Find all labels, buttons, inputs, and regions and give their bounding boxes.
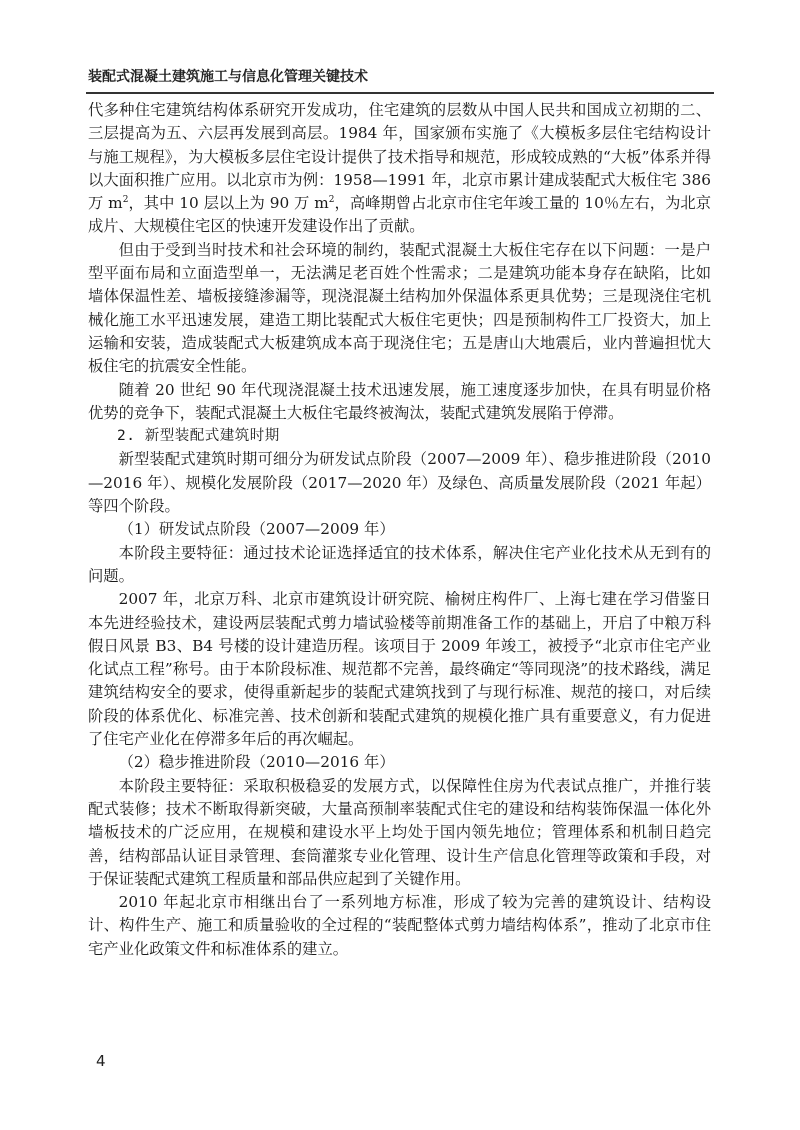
superscript: 2 (122, 195, 129, 206)
superscript: 2 (328, 195, 335, 206)
paragraph: 随着 20 世纪 90 年代现浇混凝土技术迅速发展，施工速度逐步加快，在具有明显价格优势的竞争下，装配式混凝土大板住宅最终被淘汰，装配式建筑发展陷于停滞。 (88, 380, 711, 422)
paragraph: 但由于受到当时技术和社会环境的制约，装配式混凝土大板住宅存在以下问题：一是户型平面布局和立面造型单一，无法满足老百姓个性需求；二是建筑功能本身存在缺陷，比如墙体保温性差、墙板接缝渗漏等，现浇混凝土结构加外保温体系更具优势；三是现浇住宅机械化施工水平迅速发展，建造工期比装配式大板住宅更快；四是预制构件工厂投资大，加上运输和安装，造成装配式大板建筑成本高于现浇住宅；五是唐山大地震后，业内普遍担忧大板住宅的抗震安全性能。 (88, 240, 711, 376)
section-heading: 2. 新型装配式建筑时期 (117, 428, 280, 445)
paragraph-text: 代多种住宅建筑结构体系研究开发成功，住宅建筑的层数从中国人民共和国成立初期的二、三层提高为五、六层再发展到高层。1984 年，国家颁布实施了《大模板多层住宅结构设计与施工规程》，为大模板多层住宅设计提供了技术指导和规范，形成较成熟的“大板”体系并得以大面积推广应用。以北京市为例：1958—1991 年，北京市累计建成装配式大板住宅 386 万 m (88, 101, 711, 213)
subheading: （1）研发试点阶段（2007—2009 年） (118, 520, 395, 539)
paragraph: 本阶段主要特征：通过技术论证选择适宜的技术体系，解决住宅产业化技术从无到有的问题。 (88, 543, 711, 585)
paragraph-text: ，其中 10 层以上为 90 万 m (128, 194, 329, 213)
page-number: 4 (96, 1052, 106, 1070)
page-body (88, 99, 711, 961)
paragraph: 新型装配式建筑时期可细分为研发试点阶段（2007—2009 年）、稳步推进阶段（2010—2016 年）、规模化发展阶段（2017—2020 年）及绿色、高质量发展阶段（2021 年起）等四个阶段。 (88, 450, 711, 516)
subheading: （2）稳步推进阶段（2010—2016 年） (118, 753, 395, 772)
paragraph: 2010 年起北京市相继出台了一系列地方标准，形成了较为完善的建筑设计、结构设计、构件生产、施工和质量验收的全过程的“装配整体式剪力墙结构体系”，推动了北京市住宅产业化政策文件和标准体系的建立。 (88, 893, 711, 958)
paragraph-text: ，高峰期曾占北京市住宅年竣工量的 10％左右，为北京成片、大规模住宅区的快速开发建设作出了贡献。 (88, 194, 711, 236)
paragraph: 2007 年，北京万科、北京市建筑设计研究院、榆树庄构件厂、上海七建在学习借鉴日本先进经验技术，建设两层装配式剪力墙试验楼等前期准备工作的基础上，开启了中粮万科假日风景 B3、B4 号楼的设计建造历程。该项目于 2009 年竣工，被授予“北京市住宅产业化试点工程”称号。由于本阶段标准、规范都不完善，最终确定“等同现浇”的技术路线，满足建筑结构安全的要求，使得重新起步的装配式建筑找到了与现行标准、规范的接口，对后续阶段的体系优化、标准完善、技术创新和装配式建筑的规模化推广具有重要意义，有力促进了住宅产业化在停滞多年后的再次崛起。 (88, 590, 711, 749)
paragraph-continued (88, 99, 711, 239)
running-header: 装配式混凝土建筑施工与信息化管理关键技术 (88, 69, 368, 85)
header-rule (86, 92, 714, 94)
paragraph: 本阶段主要特征：采取积极稳妥的发展方式，以保障性住房为代表试点推广，并推行装配式装修；技术不断取得新突破，大量高预制率装配式住宅的建设和结构装饰保温一体化外墙板技术的广泛应用，在规模和建设水平上均处于国内领先地位；管理体系和机制日趋完善，结构部品认证目录管理、套筒灌浆专业化管理、设计生产信息化管理等政策和手段，对于保证装配式建筑工程质量和部品供应起到了关键作用。 (88, 776, 711, 888)
